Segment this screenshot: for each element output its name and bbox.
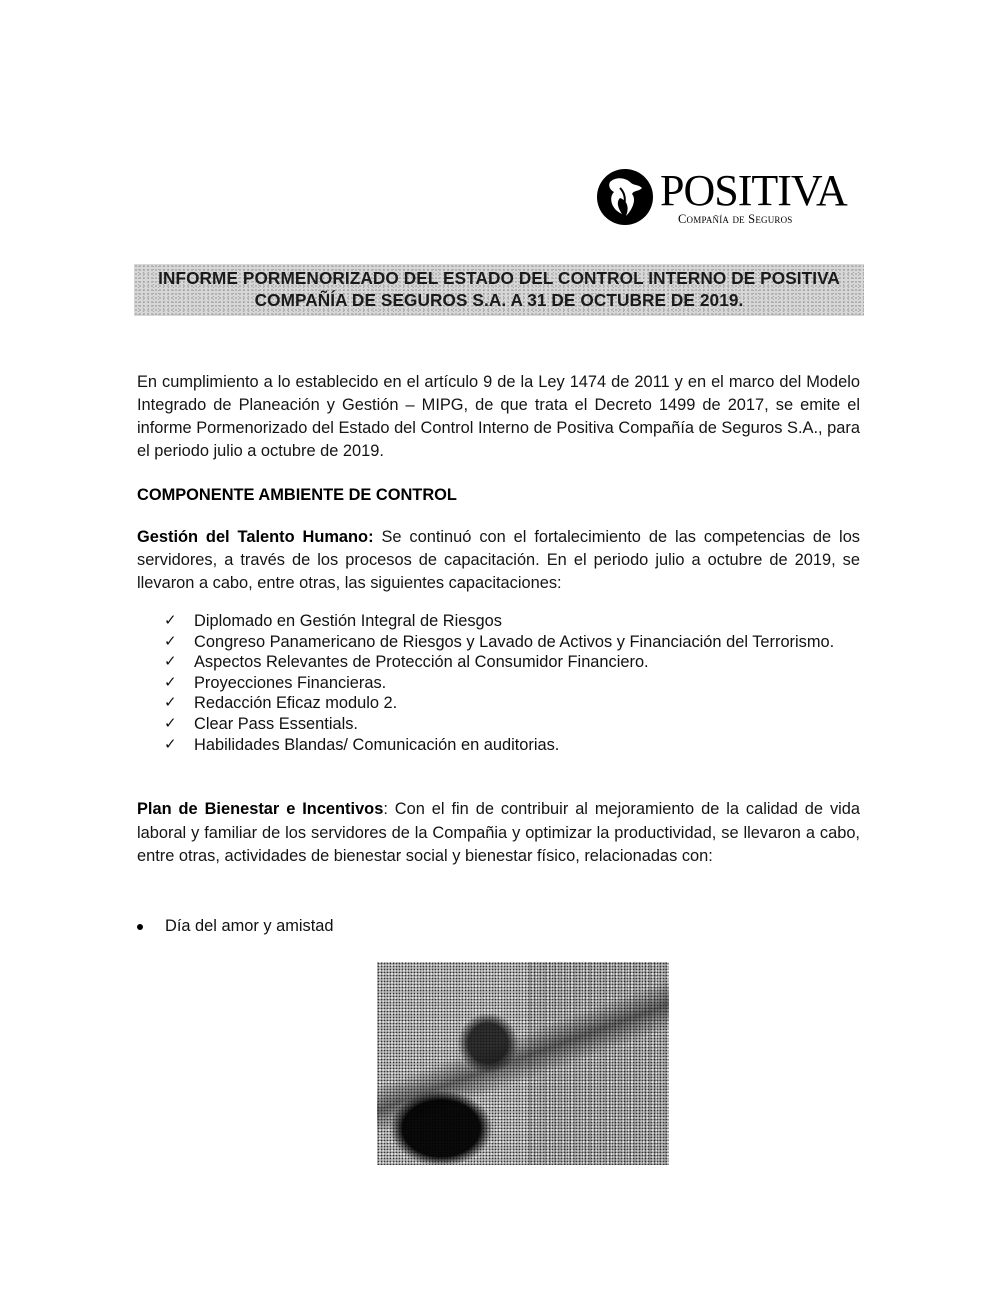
- talento-humano-label: Gestión del Talento Humano:: [137, 528, 374, 546]
- intro-paragraph: En cumplimiento a lo establecido en el artículo 9 de la Ley 1474 de 2011 y en el marco del Modelo Integrado de Planeación y Gestión – MIPG, de que trata el Decreto 1499 de 2017, se emite el informe Pormenorizado del Estado del Control Interno de Positiva Compañía de Seguros S.A., para el periodo julio a octubre de 2019.: [137, 373, 860, 460]
- list-item-label: Clear Pass Essentials.: [194, 714, 358, 733]
- list-item-label: Diplomado en Gestión Integral de Riesgos: [194, 612, 502, 630]
- checkmark-icon: ✓: [164, 673, 177, 691]
- list-item: [164, 611, 864, 632]
- activity-photo: [377, 962, 669, 1165]
- list-item-label: Aspectos Relevantes de Protección al Consumidor Financiero.: [194, 653, 649, 672]
- positiva-emblem-icon: [596, 168, 654, 226]
- list-item: [164, 714, 864, 735]
- list-item: [164, 693, 864, 714]
- section-heading: COMPONENTE AMBIENTE DE CONTROL: [137, 486, 457, 504]
- list-item-label: Congreso Panamericano de Riesgos y Lavado de Activos y Financiación del Terrorismo.: [194, 632, 835, 651]
- bullet-icon: [137, 924, 143, 930]
- bienestar-label: Plan de Bienestar e Incentivos: [137, 800, 384, 818]
- positiva-logo: [596, 166, 846, 232]
- capacitaciones-list: [164, 611, 864, 755]
- checkmark-icon: ✓: [164, 694, 177, 712]
- activity-label: Día del amor y amistad: [165, 917, 334, 935]
- bienestar-paragraph: [137, 798, 860, 869]
- brand-name: POSITIVA: [660, 166, 847, 215]
- list-item: [164, 632, 864, 653]
- list-item-label: Proyecciones Financieras.: [194, 673, 387, 692]
- talento-humano-text: Se continuó con el fortalecimiento de las competencias de los servidores, a través de los procesos de capacitación. En el periodo julio a octubre de 2019, se llevaron a cabo, entre otras, las siguientes capacitaciones:: [137, 528, 861, 592]
- list-item: [164, 652, 864, 673]
- list-item-label: Habilidades Blandas/ Comunicación en auditorias.: [194, 735, 560, 754]
- list-item: [164, 735, 864, 756]
- brand-tagline: Compañía de Seguros: [678, 212, 793, 226]
- report-title: [134, 264, 864, 316]
- checkmark-icon: ✓: [164, 632, 177, 650]
- photo-background-detail: [529, 962, 669, 1165]
- checkmark-icon: ✓: [164, 735, 177, 753]
- checkmark-icon: ✓: [164, 714, 177, 732]
- list-item: [164, 673, 864, 694]
- list-item-label: Redacción Eficaz modulo 2.: [194, 694, 398, 713]
- report-title-line-1: INFORME PORMENORIZADO DEL ESTADO DEL CONTROL INTERNO DE POSITIVA: [158, 268, 840, 288]
- report-title-line-2: COMPAÑÍA DE SEGUROS S.A. A 31 DE OCTUBRE DE 2019.: [254, 290, 744, 310]
- checkmark-icon: ✓: [164, 612, 177, 629]
- bienestar-text: : Con el fin de contribuir al mejoramiento de la calidad de vida laboral y familiar de los servidores de la Compañia y optimizar la productividad, se llevaron a cabo, entre otras, actividades de bienestar social y bienestar físico, relacionadas con:: [137, 800, 861, 865]
- checkmark-icon: ✓: [164, 653, 177, 671]
- talento-humano-paragraph: [137, 526, 860, 595]
